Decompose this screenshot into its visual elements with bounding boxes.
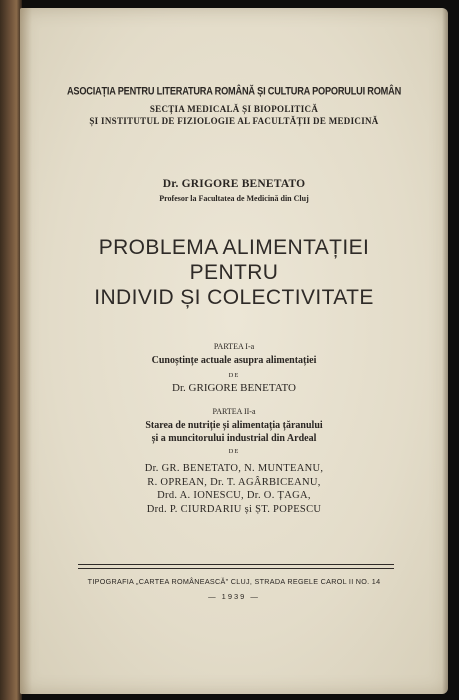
part2-subtitle-line-2: și a muncitorului industrial din Ardeal <box>151 433 317 444</box>
title-line-1: PROBLEMA ALIMENTAȚIEI <box>98 236 370 259</box>
title-page <box>20 8 448 694</box>
book-spine <box>0 0 22 700</box>
part2-by: DE <box>228 448 240 455</box>
association-header: ASOCIAȚIA PENTRU LITERATURA ROMÂNĂ ȘI CULTURA POPORULUI ROMÂN <box>66 85 401 97</box>
publication-year: — 1939 — <box>208 592 260 601</box>
book-title <box>20 235 448 310</box>
part2-label: PARTEA II-a <box>212 407 256 416</box>
part1-author: Dr. GRIGORE BENETATO <box>172 382 296 394</box>
section-header <box>20 103 448 127</box>
author-line: Drd. P. CIURDARIU și ȘT. POPESCU <box>146 503 322 515</box>
part1-subtitle: Cunoștințe actuale asupra alimentației <box>151 355 317 366</box>
author-line: Drd. A. IONESCU, Dr. O. ȚAGA, <box>157 490 311 501</box>
author-name: Dr. GRIGORE BENETATO <box>162 178 306 190</box>
printer-line: TIPOGRAFIA „CARTEA ROMÂNEASCĂ" CLUJ, STRADA REGELE CAROL II NO. 14 <box>87 577 381 586</box>
section-line-1: SECȚIA MEDICALĂ ȘI BIOPOLITICĂ <box>149 104 319 114</box>
footer-rule <box>78 564 394 565</box>
part1-label: PARTEA I-a <box>213 342 255 351</box>
part2-subtitle <box>20 419 448 445</box>
part2-authors <box>20 462 448 516</box>
author-position: Profesor la Facultatea de Medicină din Cluj <box>159 194 309 203</box>
title-line-2: PENTRU <box>189 261 279 284</box>
footer-rule-thin <box>78 568 394 569</box>
title-line-3: INDIVID ȘI COLECTIVITATE <box>94 286 374 309</box>
part1-by: DE <box>228 372 240 379</box>
author-line: R. OPREAN, Dr. T. AGÂRBICEANU, <box>147 476 321 488</box>
page-edge-shadow <box>442 8 448 694</box>
section-line-2: ȘI INSTITUTUL DE FIZIOLOGIE AL FACULTĂȚII DE MEDICINĂ <box>89 116 379 126</box>
part2-subtitle-line-1: Starea de nutriție și alimentația țăranului <box>145 420 323 431</box>
author-line: Dr. GR. BENETATO, N. MUNTEANU, <box>144 463 324 474</box>
